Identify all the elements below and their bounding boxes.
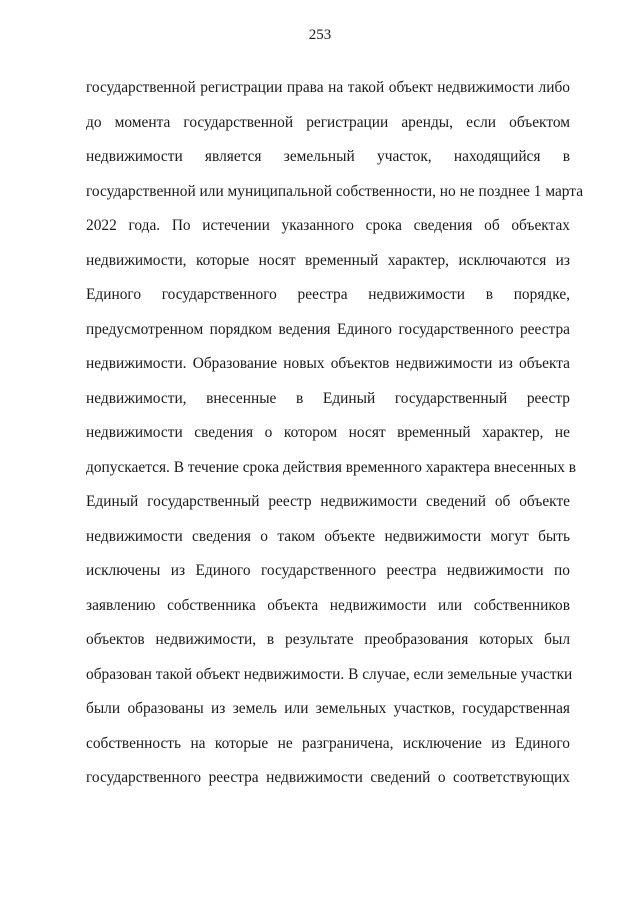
text-line: предусмотренном порядком ведения Единого государственного реестра <box>86 320 570 338</box>
text-line: заявлению собственника объекта недвижимости или собственников <box>86 596 570 614</box>
text-line: государственной регистрации права на такой объект недвижимости либо <box>86 79 570 96</box>
text-line: недвижимости является земельный участок, находящийся в <box>86 148 570 165</box>
text-line: до момента государственной регистрации аренды, если объектом <box>86 113 570 131</box>
text-line: недвижимости сведения о таком объекте недвижимости могут быть <box>86 527 570 545</box>
text-line: недвижимости. Образование новых объектов недвижимости из объекта <box>86 355 570 372</box>
text-line: недвижимости, которые носят временный характер, исключаются из <box>86 251 570 269</box>
body-text <box>86 71 584 796</box>
text-line: объектов недвижимости, в результате преобразования которых был <box>86 631 570 648</box>
text-line: были образованы из земель или земельных участков, государственная <box>86 700 570 717</box>
text-line: недвижимости, внесенные в Единый государственный реестр <box>86 389 570 407</box>
text-line: Единого государственного реестра недвижимости в порядке, <box>86 286 570 303</box>
text-line: 2022 года. По истечении указанного срока сведения об объектах <box>86 217 570 234</box>
text-line: государственного реестра недвижимости сведений о соответствующих <box>86 769 570 786</box>
text-line: недвижимости сведения о котором носят временный характер, не <box>86 424 570 441</box>
text-line: собственность на которые не разграничена, исключение из Единого <box>86 734 570 752</box>
text-line: Единый государственный реестр недвижимости сведений об объекте <box>86 493 570 510</box>
text-line: государственной или муниципальной собственности, но не позднее 1 марта <box>86 182 584 200</box>
page-number: 253 <box>308 27 332 43</box>
text-line: исключены из Единого государственного реестра недвижимости по <box>86 562 570 579</box>
text-line: образован такой объект недвижимости. В случае, если земельные участки <box>86 665 573 683</box>
text-line: допускается. В течение срока действия временного характера внесенных в <box>86 458 577 476</box>
